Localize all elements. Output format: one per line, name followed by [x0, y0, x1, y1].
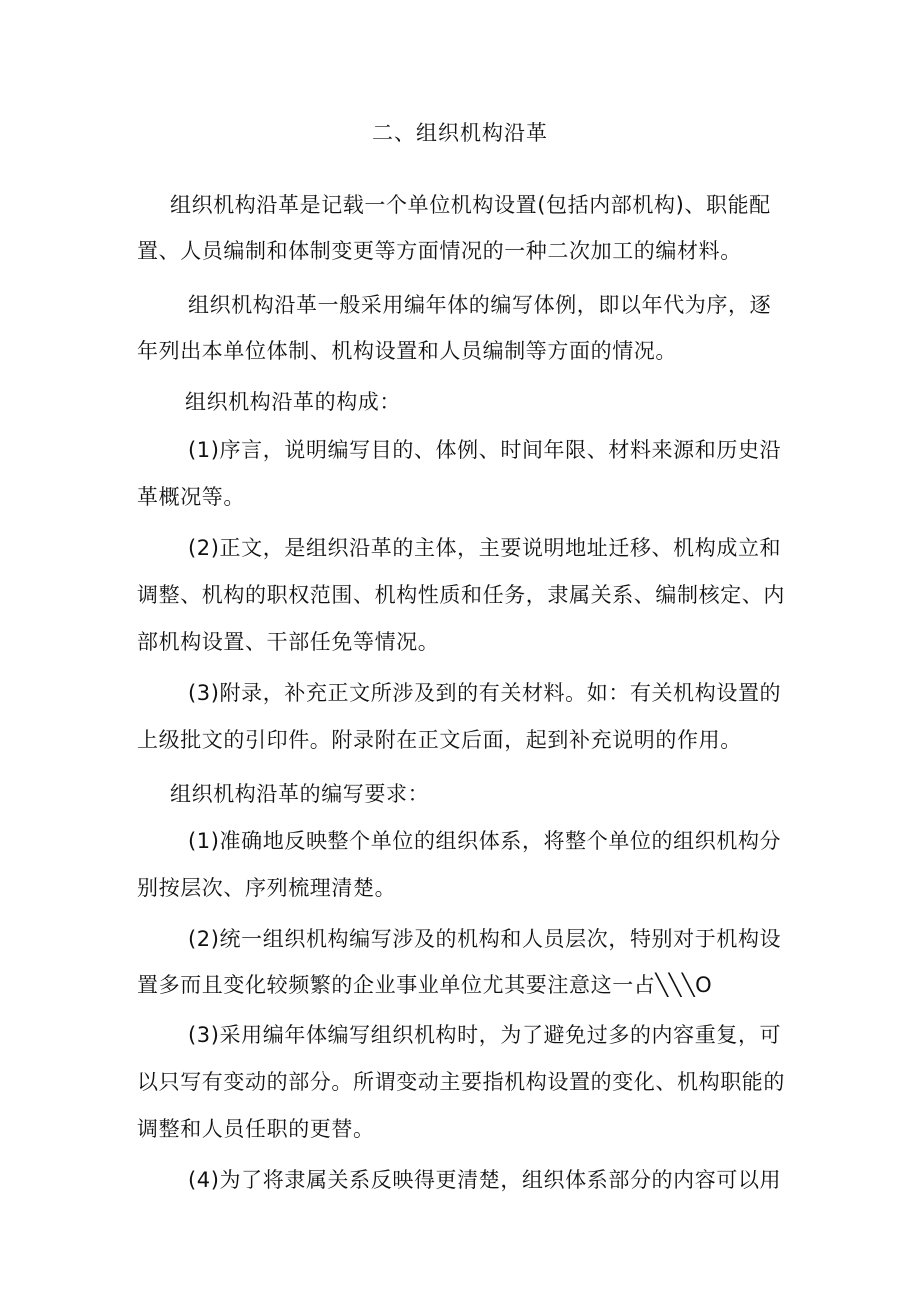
paragraph-line: 调整、机构的职权范围、机构性质和任务，隶属关系、编制核定、内 [137, 583, 785, 607]
paragraph-line: 组织机构沿革的构成： [185, 390, 401, 414]
paragraph-line: 年列出本单位体制、机构设置和人员编制等方面的情况。 [137, 339, 677, 363]
paragraph-line: (3)附录，补充正文所涉及到的有关材料。如：有关机构设置的 [188, 681, 782, 705]
paragraph-line: 以只写有变动的部分。所谓变动主要指机构设置的变化、机构职能的 [137, 1070, 785, 1094]
paragraph-line: 组织机构沿革是记载一个单位机构设置(包括内部机构)、职能配 [170, 193, 771, 217]
paragraph-line: (1)准确地反映整个单位的组织体系，将整个单位的组织机构分 [188, 829, 782, 853]
paragraph-line: 置多而且变化较频繁的企业事业单位尤其要注意这一占╲╲╲O [137, 973, 713, 997]
paragraph-line: 组织机构沿革一般采用编年体的编写体例，即以年代为序，逐 [188, 293, 772, 317]
paragraph-line: (4)为了将隶属关系反映得更清楚，组织体系部分的内容可以用 [188, 1168, 782, 1192]
paragraph-line: (2)统一组织机构编写涉及的机构和人员层次，特别对于机构设 [188, 927, 782, 951]
paragraph-line: (3)采用编年体编写组织机构时，为了避免过多的内容重复，可 [188, 1023, 782, 1047]
document-title: 二、组织机构沿革 [372, 121, 548, 145]
paragraph-line: 部机构设置、干部任免等情况。 [137, 630, 440, 654]
paragraph-line: (1)序言，说明编写目的、体例、时间年限、材料来源和历史沿 [188, 438, 782, 462]
paragraph-line: (2)正文，是组织沿革的主体，主要说明地址迁移、机构成立和 [188, 536, 782, 560]
paragraph-line: 调整和人员任职的更替。 [137, 1117, 375, 1141]
paragraph-line: 组织机构沿革的编写要求： [170, 782, 430, 806]
paragraph-line: 上级批文的引印件。附录附在正文后面，起到补充说明的作用。 [137, 728, 742, 752]
paragraph-line: 置、人员编制和体制变更等方面情况的一种二次加工的编材料。 [137, 239, 742, 263]
paragraph-line: 别按层次、序列梳理清楚。 [137, 876, 397, 900]
paragraph-line: 革概况等。 [137, 485, 245, 509]
